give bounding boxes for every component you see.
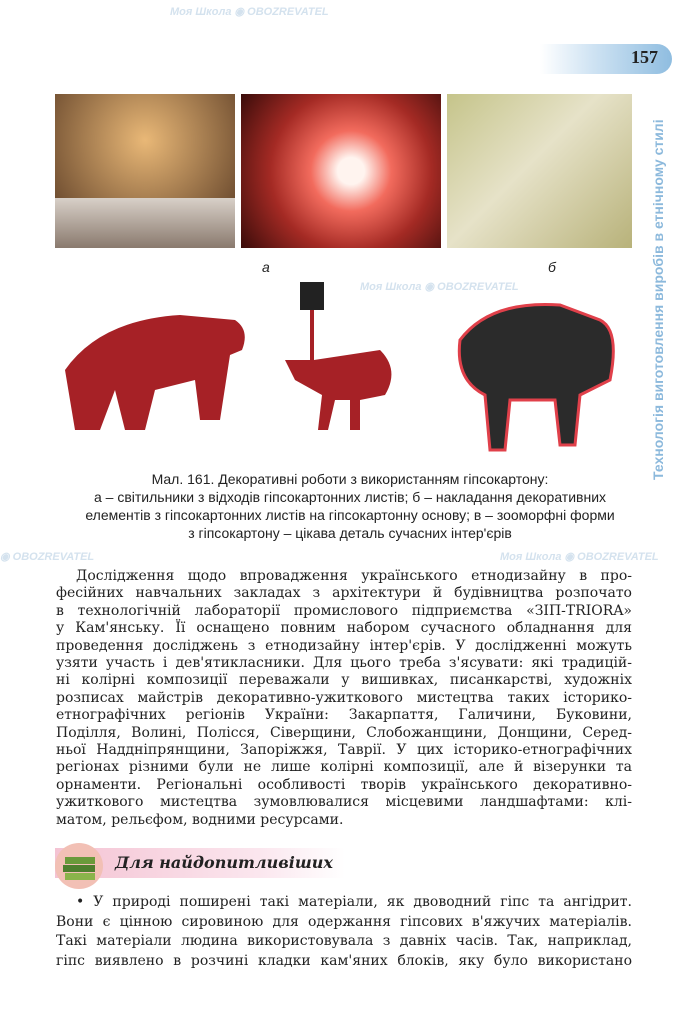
text-line: • У природі поширені такі матеріали, як двоводний гіпс та ангідрит. [76,894,632,910]
photo-red-lamp [241,94,441,248]
caption-line: елементів з гіпсокартонних листів на гіпсокартонну основу; в – зооморфні форми [85,507,615,523]
books-icon [55,843,103,889]
text-line: ні колірні композиції переважали у вишивках, писанкарстві, художніх [56,672,632,689]
text-line: регіонах різними були не лише колірні композиції, але й візерунки та [56,759,632,776]
text-line: проведення досліджень з етнодизайну інтер'єрів. У дослідженні можуть [56,637,632,654]
zoomorphic-furniture-photos [60,280,640,460]
watermark: Моя Школа ◉ OBOZREVATEL [360,281,519,293]
figure-label-a: а [262,259,270,275]
photo-ceiling-decor [447,94,632,248]
page-header-band [540,44,672,74]
text-line: в технологічній лабораторії промислового підприємства «ЗІП-TRIORA» [56,602,632,619]
text-line: гіпс виявлено в розчині кладки кам'яних блоків, яку було використано [56,952,632,969]
text-line: ньої Наддніпрянщини, Запоріжжя, Таврії. У цих історико-етнографічних [56,742,632,759]
text-line: етнографічних регіонів України: Закарпаття, Галичини, Буковини, [56,707,632,724]
text-line: Дослідження щодо впровадження українського етнодизайну в про- [76,568,632,584]
watermark: Моя Школа ◉ OBOZREVATEL [170,6,329,18]
chapter-side-title: Технологія виготовлення виробів в етнічному стилі [650,119,666,480]
text-line: Поділля, Волині, Полісся, Сіверщини, Слобожанщини, Донщини, Серед- [56,724,632,741]
sidebar-box-title: Для найдопитливіших [115,853,333,872]
bullet-paragraph [56,893,632,971]
watermark: Моя Школа ◉ OBOZREVATEL [500,551,659,563]
figure-caption [50,470,650,542]
text-line: ужиткового мистецтва зумовлювалися місцевими ландшафтами: клі- [56,794,632,811]
watermark: ◉ OBOZREVATEL [0,551,95,563]
text-line: орнаменти. Регіональні особливості творів українського декоративно- [56,776,632,793]
caption-line: з гіпсокартону – цікава деталь сучасних інтер'єрів [188,525,512,541]
text-line: розписах майстрів декоративно-ужиткового мистецтва таких історико- [56,689,632,706]
text-line: Вони є цінною сировиною для одержання гіпсових в'яжучих матеріалів. [56,913,632,930]
main-paragraph [56,568,632,829]
bull-shelf [459,304,613,450]
text-line: Такі матеріали людина використовувала з давніх часів. Так, наприклад, [56,933,632,950]
page-number: 157 [631,47,658,67]
ostrich-table [285,310,391,430]
lamp-shade [300,282,324,310]
bear-shelf [65,315,245,430]
caption-line: Мал. 161. Декоративні роботи з використанням гіпсокартону: [151,471,549,487]
text-line: у Кам'янську. Її оснащено повним набором сучасного обладнання для [56,620,632,637]
text-line: фесійних навчальних закладах з архітектури й будівництва розпочато [56,585,632,602]
photo-cat-lamps [55,94,235,248]
text-line: узяти участь і дев'ятикласники. Для цього треба з'ясувати: які традицій- [56,655,632,672]
figure-label-b: б [548,259,556,275]
caption-line: а – світильники з відходів гіпсокартонних листів; б – накладання декоративних [93,489,607,505]
text-line: матом, рельєфом, водними ресурсами. [56,811,344,828]
